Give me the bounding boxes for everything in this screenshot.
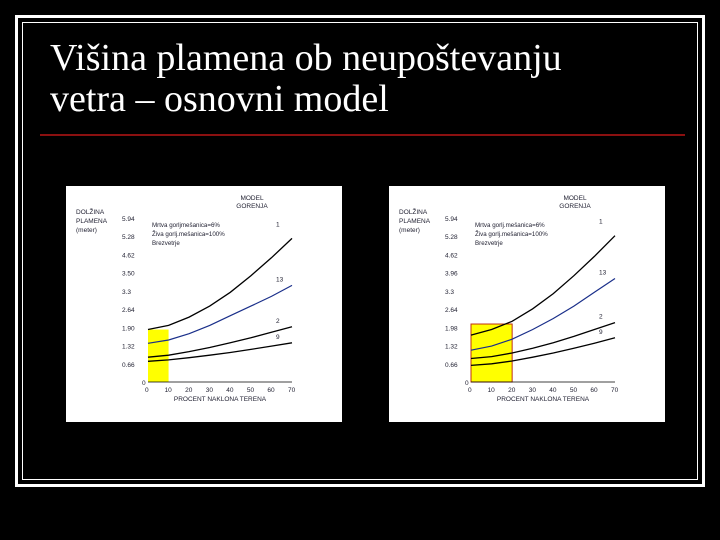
y-tick-label: 2.64 xyxy=(122,307,135,315)
series-line-2 xyxy=(148,327,292,357)
y-axis-label-line: PLAMENA xyxy=(399,218,431,225)
x-tick-label: 60 xyxy=(267,387,275,394)
y-tick-label: 1.32 xyxy=(445,343,458,351)
model-label-line: MODEL xyxy=(240,195,264,202)
series-label-1: 1 xyxy=(276,221,280,229)
y-tick-label: 5.94 xyxy=(122,216,135,223)
x-axis-title: PROCENT NAKLONA TERENA xyxy=(496,396,590,403)
y-axis-label-line: (meter) xyxy=(76,227,97,234)
x-tick-label: 0 xyxy=(468,387,472,394)
x-tick-label: 10 xyxy=(164,387,172,394)
x-tick-label: 40 xyxy=(549,387,557,394)
y-tick-label: 3.3 xyxy=(445,288,455,296)
series-line-13 xyxy=(148,285,292,343)
x-tick-label: 20 xyxy=(185,387,193,394)
x-tick-label: 30 xyxy=(528,387,536,394)
x-tick-label: 50 xyxy=(569,387,578,394)
series-label-13: 13 xyxy=(276,276,284,284)
y-tick-label: 1.90 xyxy=(122,325,135,333)
y-tick-label: 1.32 xyxy=(122,343,135,351)
model-label-line: GORENJA xyxy=(559,203,591,210)
legend-text: Živa gorlj.mešanica=100% xyxy=(475,231,548,238)
y-tick-label: 5.94 xyxy=(445,216,458,223)
flame-length-chart-left xyxy=(66,186,342,422)
y-tick-label: 0 xyxy=(465,380,469,387)
x-tick-label: 20 xyxy=(508,387,516,394)
x-tick-label: 50 xyxy=(246,387,255,394)
model-label-line: MODEL xyxy=(563,195,587,202)
x-tick-label: 30 xyxy=(205,387,213,394)
y-tick-label: 5.28 xyxy=(122,234,135,242)
series-label-2: 2 xyxy=(276,317,280,325)
y-tick-label: 1.98 xyxy=(445,325,458,333)
y-axis-label-line: (meter) xyxy=(399,227,420,234)
y-tick-label: 2.64 xyxy=(445,307,458,315)
series-label-9: 9 xyxy=(599,328,603,336)
x-tick-label: 70 xyxy=(288,387,296,394)
y-tick-label: 3.3 xyxy=(122,288,132,296)
title-underline xyxy=(40,134,685,136)
x-tick-label: 70 xyxy=(611,387,619,394)
series-label-9: 9 xyxy=(276,333,280,341)
title-line-1: Višina plamena ob neupoštevanju xyxy=(50,37,562,79)
y-tick-label: 0.66 xyxy=(122,361,135,369)
model-label-line: GORENJA xyxy=(236,203,268,210)
y-tick-label: 0.66 xyxy=(445,361,458,369)
y-axis-label-line: DOLŽINA xyxy=(399,209,428,216)
title-line-2: vetra – osnovni model xyxy=(50,78,389,120)
x-tick-label: 60 xyxy=(590,387,598,394)
legend-text: Brezvetrje xyxy=(152,240,180,247)
chart-panel-right xyxy=(389,186,665,422)
series-label-13: 13 xyxy=(599,269,607,277)
series-line-1 xyxy=(148,238,292,329)
x-axis-title: PROCENT NAKLONA TERENA xyxy=(173,396,267,403)
y-tick-label: 0 xyxy=(142,380,146,387)
x-tick-label: 40 xyxy=(226,387,234,394)
y-axis-label-line: PLAMENA xyxy=(76,218,108,225)
y-tick-label: 3.50 xyxy=(122,270,135,278)
x-tick-label: 10 xyxy=(487,387,495,394)
series-line-1 xyxy=(471,236,615,335)
y-tick-label: 5.28 xyxy=(445,234,458,242)
slide-title xyxy=(50,38,690,120)
series-label-1: 1 xyxy=(599,218,603,226)
y-axis-label-line: DOLŽINA xyxy=(76,209,105,216)
legend-text: Brezvetrje xyxy=(475,240,503,247)
y-tick-label: 4.62 xyxy=(122,252,135,260)
chart-panel-left xyxy=(66,186,342,422)
legend-text: Mrtva gorljmešanica=6% xyxy=(152,222,220,229)
legend-text: Živa gorlj.mešanica=100% xyxy=(152,231,225,238)
y-tick-label: 3.96 xyxy=(445,270,458,278)
x-tick-label: 0 xyxy=(145,387,149,394)
highlight-region xyxy=(471,324,512,382)
series-label-2: 2 xyxy=(599,313,603,321)
y-tick-label: 4.62 xyxy=(445,252,458,260)
flame-length-chart-right xyxy=(389,186,665,422)
legend-text: Mrtva gorlj.mešanica=6% xyxy=(475,222,545,229)
